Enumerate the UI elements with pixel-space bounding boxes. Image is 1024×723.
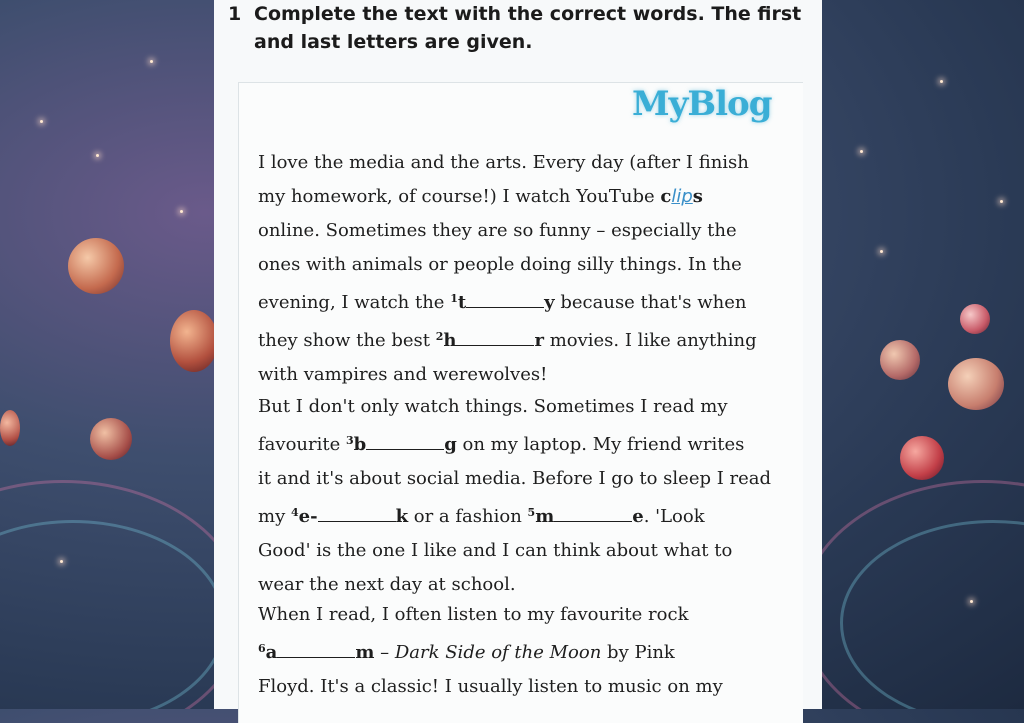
planet <box>68 238 124 294</box>
text-span: they show the best <box>258 330 436 351</box>
answer-gap-2[interactable] <box>456 331 534 346</box>
gap-first-letter: m <box>535 506 555 527</box>
gap-last-letter: m <box>355 642 375 663</box>
text-line: it and it's about social media. Before I go to sleep I read <box>258 468 772 489</box>
text-line <box>258 320 798 358</box>
album-title: Dark Side of the Moon <box>394 642 602 663</box>
planet <box>90 418 132 460</box>
gap-number: 3 <box>345 434 354 447</box>
gap-last-letter: k <box>395 506 409 527</box>
task-number: 1 <box>228 3 242 25</box>
answer-gap-1[interactable] <box>466 293 544 308</box>
star <box>860 150 863 153</box>
text-span: my <box>258 506 291 527</box>
gap-number: 6 <box>258 642 266 655</box>
star <box>970 600 973 603</box>
gap-last-letter: g <box>444 434 457 455</box>
planet <box>880 340 920 380</box>
gap-first-letter: b <box>353 434 367 455</box>
star <box>60 560 63 563</box>
text-span: favourite <box>258 434 346 455</box>
paragraph-1 <box>258 146 798 392</box>
gap-last-letter: y <box>544 292 555 313</box>
text-span: my homework, of course!) I watch YouTube <box>258 186 661 207</box>
text-line <box>258 282 798 320</box>
star <box>96 154 99 157</box>
gap-last-letter: r <box>534 330 544 351</box>
gap-first-letter: e- <box>298 506 318 527</box>
gap-last-letter: e <box>632 506 644 527</box>
example-first-letter: c <box>660 186 672 207</box>
star <box>180 210 183 213</box>
text-line: wear the next day at school. <box>258 574 516 595</box>
planet <box>960 304 990 334</box>
text-line: ones with animals or people doing silly things. In the <box>258 254 742 275</box>
text-line <box>258 180 798 214</box>
text-line: But I don't only watch things. Sometimes I read my <box>258 396 728 417</box>
text-line <box>258 632 798 670</box>
task-instruction: Complete the text with the correct words. The first and last letters are given. <box>254 3 802 53</box>
text-line: I love the media and the arts. Every day (after I finish <box>258 152 749 173</box>
gap-number: 1 <box>450 292 458 305</box>
gap-first-letter: t <box>457 292 467 313</box>
text-span: by Pink <box>601 642 675 663</box>
blog-logo: MyBlog <box>632 84 772 124</box>
text-line: Floyd. It's a classic! I usually listen to music on my <box>258 676 723 697</box>
gap-number: 2 <box>435 330 444 343</box>
answer-gap-3[interactable] <box>366 435 444 450</box>
answer-gap-4[interactable] <box>318 507 396 522</box>
planet <box>948 358 1004 410</box>
text-line: Good' is the one I like and I can think about what to <box>258 540 733 561</box>
text-line: When I read, I often listen to my favourite rock <box>258 604 689 625</box>
text-span: . 'Look <box>643 506 705 527</box>
text-span: because that's when <box>554 292 747 313</box>
gap-first-letter: a <box>265 642 278 663</box>
planet <box>900 436 944 480</box>
star <box>940 80 943 83</box>
text-line: online. Sometimes they are so funny – especially the <box>258 220 737 241</box>
star <box>40 120 43 123</box>
example-answer: lip <box>671 186 693 207</box>
text-span: movies. I like anything <box>543 330 757 351</box>
gap-number: 4 <box>290 506 299 519</box>
text-span: on my laptop. My friend writes <box>456 434 745 455</box>
star <box>880 250 883 253</box>
star <box>150 60 153 63</box>
text-span: – <box>374 642 395 663</box>
text-span: evening, I watch the <box>258 292 451 313</box>
example-last-letter: s <box>692 186 703 207</box>
gap-first-letter: h <box>443 330 457 351</box>
planet <box>170 310 218 372</box>
text-span: or a fashion <box>408 506 528 527</box>
answer-gap-6[interactable] <box>277 643 355 658</box>
planet <box>0 410 20 446</box>
gap-number: 5 <box>527 506 536 519</box>
text-line <box>258 424 798 462</box>
answer-gap-5[interactable] <box>554 507 632 522</box>
text-line: with vampires and werewolves! <box>258 364 548 385</box>
paragraph-2 <box>258 390 798 602</box>
paragraph-3 <box>258 598 798 704</box>
text-line <box>258 496 798 534</box>
star <box>1000 200 1003 203</box>
